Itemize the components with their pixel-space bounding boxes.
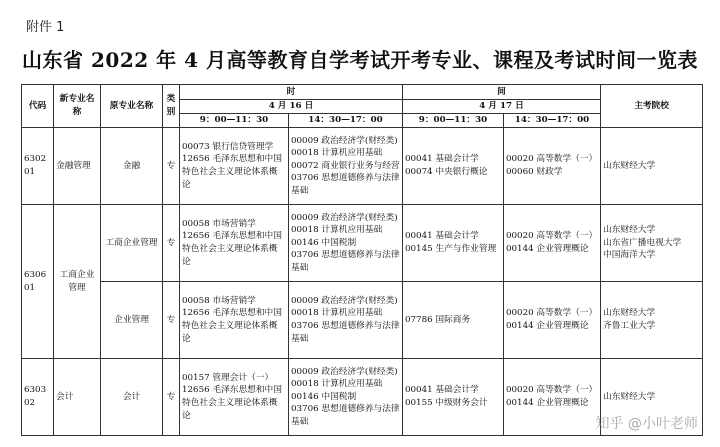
header-day2: 4 月 17 日 — [403, 100, 601, 114]
table-row — [22, 128, 703, 205]
cell-day1-am: 00073 银行信贷管理学 12656 毛泽东思想和中国特色社会主义理论体系概论 — [180, 128, 289, 205]
cell-school: 山东财经大学 — [601, 359, 703, 436]
cell-day1-pm: 00009 政治经济学(财经类) 00018 计算机应用基础 00146 中国税制 03706 思想道德修养与法律基础 — [289, 359, 403, 436]
cell-day1-pm: 00009 政治经济学(财经类) 00018 计算机应用基础 00072 商业银行业务与经营 03706 思想道德修养与法律基础 — [289, 128, 403, 205]
exam-schedule-table — [21, 84, 703, 436]
cell-old-major: 工商企业管理 — [101, 205, 163, 282]
header-school: 主考院校 — [601, 85, 703, 128]
cell-day2-pm: 00020 高等数学（一） 00144 企业管理概论 — [504, 359, 601, 436]
cell-day2-am: 00041 基础会计学 00155 中级财务会计 — [403, 359, 504, 436]
header-code: 代码 — [22, 85, 54, 128]
header-category: 类别 — [163, 85, 180, 128]
cell-school: 山东财经大学 — [601, 128, 703, 205]
cell-category: 专 — [163, 282, 180, 359]
header-day1: 4 月 16 日 — [180, 100, 403, 114]
document-title: 山东省 2022 年 4 月高等教育自学考试开考专业、课程及考试时间一览表 — [22, 48, 698, 72]
cell-code: 630302 — [22, 359, 54, 436]
cell-old-major: 会计 — [101, 359, 163, 436]
cell-day2-pm: 00020 高等数学（一） 00144 企业管理概论 — [504, 205, 601, 282]
header-row-1 — [22, 85, 703, 100]
header-new-major: 新专业名称 — [54, 85, 101, 128]
cell-new-major: 会计 — [54, 359, 101, 436]
watermark: 知乎 @小叶老师 — [595, 416, 698, 432]
cell-day2-am: 00041 基础会计学 00145 生产与作业管理 — [403, 205, 504, 282]
cell-new-major: 金融管理 — [54, 128, 101, 205]
header-time: 时 — [180, 85, 403, 100]
table-row — [22, 205, 703, 282]
cell-new-major: 工商企业管理 — [54, 205, 101, 359]
cell-day1-am: 00058 市场营销学 12656 毛泽东思想和中国特色社会主义理论体系概论 — [180, 205, 289, 282]
cell-code: 630201 — [22, 128, 54, 205]
cell-category: 专 — [163, 128, 180, 205]
table-row — [22, 282, 703, 359]
attachment-label: 附件 1 — [26, 20, 65, 35]
cell-day2-am: 00041 基础会计学 00074 中央银行概论 — [403, 128, 504, 205]
cell-day2-am: 07786 国际商务 — [403, 282, 504, 359]
cell-category: 专 — [163, 359, 180, 436]
cell-code: 630601 — [22, 205, 54, 359]
header-old-major: 原专业名称 — [101, 85, 163, 128]
header-day1-am: 9：00—11：30 — [180, 114, 289, 128]
cell-day1-am: 00157 管理会计（一） 12656 毛泽东思想和中国特色社会主义理论体系概论 — [180, 359, 289, 436]
cell-old-major: 企业管理 — [101, 282, 163, 359]
header-time-2: 间 — [403, 85, 601, 100]
header-day2-pm: 14：30—17：00 — [504, 114, 601, 128]
cell-day1-pm: 00009 政治经济学(财经类) 00018 计算机应用基础 00146 中国税制 03706 思想道德修养与法律基础 — [289, 205, 403, 282]
cell-school: 山东财经大学 齐鲁工业大学 — [601, 282, 703, 359]
cell-category: 专 — [163, 205, 180, 282]
cell-day2-pm: 00020 高等数学（一） 00144 企业管理概论 — [504, 282, 601, 359]
header-day2-am: 9：00—11：30 — [403, 114, 504, 128]
cell-day2-pm: 00020 高等数学（一） 00060 财政学 — [504, 128, 601, 205]
cell-school: 山东财经大学 山东省广播电视大学 中国海洋大学 — [601, 205, 703, 282]
header-day1-pm: 14：30—17：00 — [289, 114, 403, 128]
cell-day1-pm: 00009 政治经济学(财经类) 00018 计算机应用基础 03706 思想道德修养与法律基础 — [289, 282, 403, 359]
cell-old-major: 金融 — [101, 128, 163, 205]
cell-day1-am: 00058 市场营销学 12656 毛泽东思想和中国特色社会主义理论体系概论 — [180, 282, 289, 359]
